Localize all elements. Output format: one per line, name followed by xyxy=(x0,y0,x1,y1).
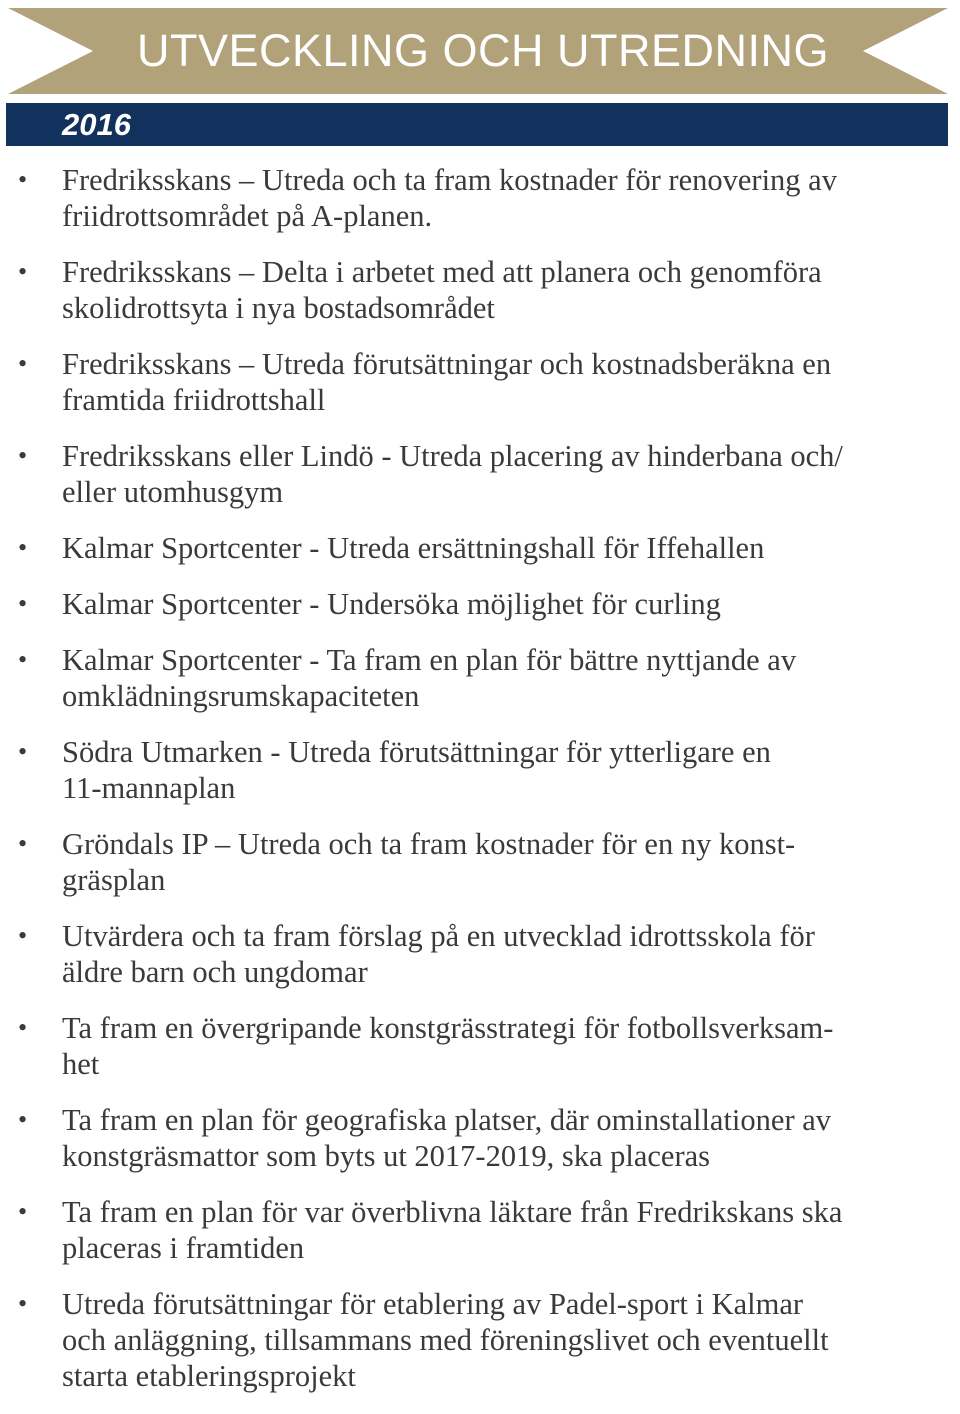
list-item xyxy=(0,346,960,418)
item-line: Fredriksskans – Delta i arbetet med att planera och genomföra xyxy=(62,255,822,289)
item-line: framtida friidrottshall xyxy=(62,383,326,417)
item-line: Ta fram en plan för var överblivna läktare från Fredrikskans ska xyxy=(62,1195,843,1229)
list-item xyxy=(0,1286,960,1394)
item-line: gräsplan xyxy=(62,863,166,897)
item-line: Fredriksskans – Utreda förutsättningar och kostnadsberäkna en xyxy=(62,347,832,381)
year-bar xyxy=(6,103,948,146)
list-item xyxy=(0,586,960,622)
item-line: Ta fram en övergripande konstgrässtrategi för fotbollsverksam- xyxy=(62,1011,834,1045)
item-line: 11-mannaplan xyxy=(62,771,236,805)
bullet-icon: • xyxy=(18,737,28,766)
list-item xyxy=(0,1194,960,1266)
bullet-icon: • xyxy=(18,1013,28,1042)
bullet-icon: • xyxy=(18,533,28,562)
item-line: äldre barn och ungdomar xyxy=(62,955,368,989)
bullet-icon: • xyxy=(18,349,28,378)
item-line: konstgräsmattor som byts ut 2017-2019, ska placeras xyxy=(62,1139,711,1173)
item-line: Utvärdera och ta fram förslag på en utvecklad idrottsskola för xyxy=(62,919,815,953)
item-line: het xyxy=(62,1047,100,1081)
item-line: Utreda förutsättningar för etablering av Padel-sport i Kalmar xyxy=(62,1287,804,1321)
item-line: skolidrottsyta i nya bostadsområdet xyxy=(62,291,495,325)
bullet-icon: • xyxy=(18,441,28,470)
list-item xyxy=(0,530,960,566)
item-line: Ta fram en plan för geografiska platser, där ominstallationer av xyxy=(62,1103,832,1137)
title-banner xyxy=(8,8,948,94)
list-item xyxy=(0,162,960,234)
item-line: Kalmar Sportcenter - Undersöka möjlighet för curling xyxy=(62,587,721,621)
bullet-icon: • xyxy=(18,589,28,618)
list-item xyxy=(0,918,960,990)
list-item xyxy=(0,1102,960,1174)
item-line: och anläggning, tillsammans med föreningslivet och eventuellt xyxy=(62,1323,829,1357)
item-line: Gröndals IP – Utreda och ta fram kostnader för en ny konst- xyxy=(62,827,796,861)
item-line: Fredriksskans – Utreda och ta fram kostnader för renovering av xyxy=(62,163,837,197)
bullet-icon: • xyxy=(18,829,28,858)
bullet-icon: • xyxy=(18,257,28,286)
item-line: Fredriksskans eller Lindö - Utreda placering av hinderbana och/ xyxy=(62,439,843,473)
item-line: Kalmar Sportcenter - Ta fram en plan för bättre nyttjande av xyxy=(62,643,797,677)
item-line: eller utomhusgym xyxy=(62,475,284,509)
list-item xyxy=(0,438,960,510)
item-line: omklädningsrumskapaciteten xyxy=(62,679,420,713)
item-line: Södra Utmarken - Utreda förutsättningar för ytterligare en xyxy=(62,735,771,769)
list-item xyxy=(0,826,960,898)
item-line: friidrottsområdet på A-planen. xyxy=(62,199,433,233)
bullet-icon: • xyxy=(18,645,28,674)
item-line: placeras i framtiden xyxy=(62,1231,305,1265)
item-line: Kalmar Sportcenter - Utreda ersättningshall för Iffehallen xyxy=(62,531,765,565)
list-item xyxy=(0,734,960,806)
bullet-icon: • xyxy=(18,165,28,194)
list-item xyxy=(0,642,960,714)
bullet-icon: • xyxy=(18,1105,28,1134)
year-label: 2016 xyxy=(62,107,131,142)
list-item xyxy=(0,254,960,326)
list-item xyxy=(0,1010,960,1082)
task-list xyxy=(0,162,960,1414)
page-title: UTVECKLING OCH UTREDNING xyxy=(136,25,830,76)
bullet-icon: • xyxy=(18,1289,28,1318)
bullet-icon: • xyxy=(18,921,28,950)
bullet-icon: • xyxy=(18,1197,28,1226)
item-line: starta etableringsprojekt xyxy=(62,1359,356,1393)
